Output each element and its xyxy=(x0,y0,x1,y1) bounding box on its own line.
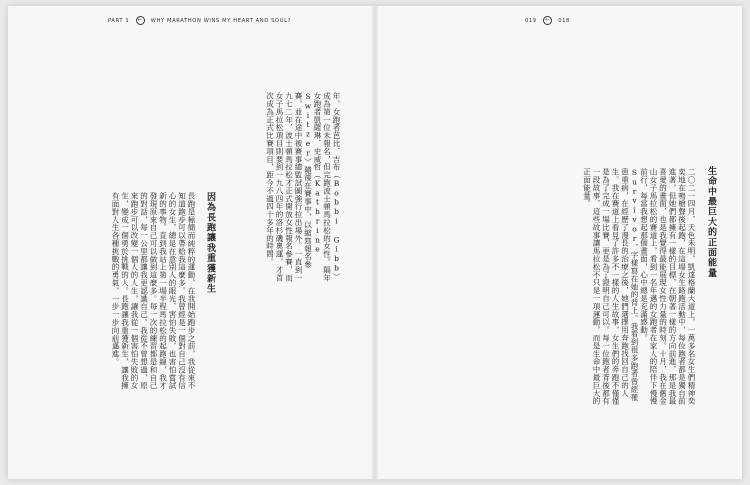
arrow-left-icon: ← xyxy=(136,16,145,25)
page-number-018: 018 xyxy=(558,18,570,24)
left-section-title: 因為長跑讓我重獲新生 xyxy=(205,192,215,294)
arrow-left-icon: ← xyxy=(543,16,552,25)
left-intro-text xyxy=(265,92,341,282)
left-page xyxy=(8,6,375,479)
page-number-019: 019 xyxy=(525,18,537,24)
part-label: PART 1 xyxy=(108,18,130,24)
left-running-header xyxy=(108,16,291,25)
right-section-body xyxy=(418,168,696,408)
right-page xyxy=(375,6,742,479)
running-title: WHY MARATHON WINS MY HEART AND SOUL? xyxy=(150,18,291,24)
right-section-title: 生命中最巨大的正面能量 xyxy=(706,166,716,279)
body-paragraph: 長跑是極簡而純粹的運動，在我開始跑步之前，我從來不知道跑步可以帶給我這麼多。我曾經是一個對自己沒有信心的女生，總是在意別人的眼光，害怕失敗，也害怕嘗試新的事物。直到我站上第一場半程馬拉松的起跑線，我才發現原來自己可以做到這麼多。每一次的練習都是和自己的對話，每一公里都讓我更認識自己。我從不曾想過，原來跑步可以改變一個人的人生，讓我從一個害怕失敗的女生，變成一個勇於挑戰的人。長跑讓我重獲新生，讓我擁有面對人生各種挑戰的勇氣，一步一步向前邁進。 xyxy=(111,192,196,390)
intro-paragraph: 年，女跑者芭比．吉布（Bobbi Gibb）成為第一位未報名，但完跑波士頓馬拉松的女性。隔年女跑者凱薩琳．史威哲（Kathrine Switzer）隨後在賽事中，以縮寫報名參賽，並在途中被賽事總監試圖強行拉出場外。一直到一九七二年，波士頓馬拉松才正式開放女性報名參賽，而女子馬拉松項目則要到一九八四年的洛杉磯奧運，才首次成為正式比賽項目，距今不過四十多年的時間。 xyxy=(265,92,341,282)
right-running-header xyxy=(525,16,570,25)
body-paragraph: 二〇二一四月，天色未明，凱達格蘭大道上，一萬多名女生們精神奕奕地在鳴槍聲後起跑，在這場女生路跑活動中，每位跑者都是獨自前進著，但她們都擁有一樣的目標，在朝著一樣的方向前進，那是我最喜愛的畫面，也是我覺得最能展現女性力量的時刻。十月，我在舊金山女子馬拉松的賽道上，看到一名年邁的女跑者在家人的陪伴下慢慢前行，每當我想起那個畫面，心中總是充滿感動。Survivor，字樣寫在她的背上。我看到很多跑者曾經罹患重病，在經歷了漫長的治療之後，她們選擇用奔跑找回自己的人生。我在賽道上看見了許多不一樣的人生故事，女生們的奔跑不僅僅是為了完成一場比賽，更是為了證明自己可以。每一位跑者背後都有一段故事，這些故事讓馬拉松不只是一項運動，而是生命中最巨大的正面能量。 xyxy=(582,168,696,405)
left-section-body xyxy=(34,192,196,392)
book-spread xyxy=(8,6,742,479)
